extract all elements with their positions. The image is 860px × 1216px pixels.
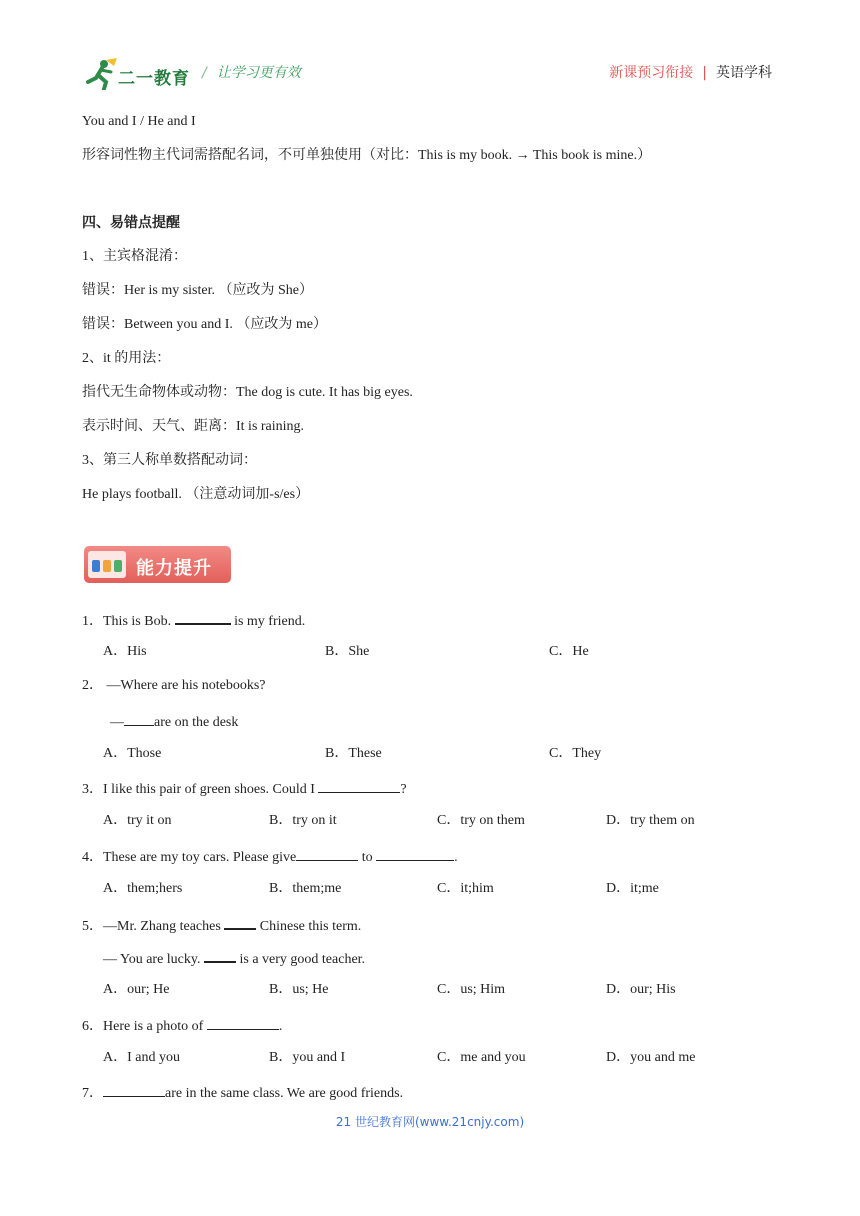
runner-icon <box>84 58 118 90</box>
question-number: 7． <box>82 1086 103 1101</box>
answer-blank[interactable] <box>376 846 454 861</box>
option-b[interactable]: B．She <box>325 644 370 659</box>
option-a[interactable]: A．Those <box>103 746 162 761</box>
subject-label: 英语学科 <box>716 65 772 81</box>
section-item: 3、第三人称单数搭配动词： <box>82 453 257 468</box>
question-text: ? <box>400 782 407 797</box>
answer-blank[interactable] <box>103 1082 165 1097</box>
option-d[interactable]: D．it;me <box>606 881 659 896</box>
question-text: . <box>454 850 458 865</box>
question-number: 3． <box>82 782 103 797</box>
question-text: This is Bob. <box>103 614 175 629</box>
question-text: — You are lucky. <box>103 952 204 967</box>
question-text: . <box>278 1019 283 1034</box>
section-item: 错误：Between you and I. （应改为 me） <box>82 317 327 332</box>
section-item: 1、主宾格混淆： <box>82 249 187 264</box>
answer-blank[interactable] <box>296 846 358 861</box>
answer-blank[interactable] <box>124 711 154 726</box>
question-number: 4． <box>82 850 103 865</box>
question-text: are in the same class. We are good friends. <box>165 1086 404 1101</box>
question-1 <box>82 609 305 631</box>
question-number: 2． <box>82 678 103 693</box>
question-3 <box>82 778 407 799</box>
question-text: — <box>110 715 124 730</box>
option-b[interactable]: B．try on it <box>269 813 337 828</box>
option-d[interactable]: D．try them on <box>606 813 695 828</box>
question-text: These are my toy cars. Please give <box>103 850 297 865</box>
option-b[interactable]: B．them;me <box>269 881 342 896</box>
option-a[interactable]: A．them;hers <box>103 881 183 896</box>
answer-blank[interactable] <box>175 609 231 625</box>
question-text: are on the desk <box>154 715 239 730</box>
question-text: to <box>358 850 377 865</box>
section-item: 表示时间、天气、距离：It is raining. <box>82 419 305 434</box>
option-a[interactable]: A．His <box>103 644 147 659</box>
section-item: 错误：Her is my sister. （应改为 She） <box>82 283 313 298</box>
logo-text: 二一教育 <box>118 69 190 89</box>
option-a[interactable]: A．our; He <box>103 982 170 997</box>
question-text: Chinese this term. <box>256 919 362 934</box>
option-c[interactable]: C．it;him <box>437 881 494 896</box>
header-separator: | <box>702 65 707 81</box>
course-label: 新课预习衔接 <box>609 65 694 81</box>
option-a[interactable]: A．try it on <box>103 813 172 828</box>
option-c[interactable]: C．He <box>549 644 589 659</box>
answer-blank[interactable] <box>224 914 256 930</box>
question-number: 6． <box>82 1019 103 1034</box>
classroom-icon <box>88 551 126 578</box>
question-5-response <box>103 947 365 969</box>
slogan-text: 让学习更有效 <box>216 65 301 81</box>
question-text: —Mr. Zhang teaches <box>103 919 225 934</box>
question-number: 1． <box>82 614 103 629</box>
slogan <box>202 62 301 82</box>
question-4 <box>82 846 458 867</box>
option-c[interactable]: C．They <box>549 746 602 761</box>
section-item: 2、it 的用法： <box>82 351 171 366</box>
question-text: Here is a photo of <box>103 1019 207 1034</box>
site-logo <box>84 58 194 90</box>
option-c[interactable]: C．try on them <box>437 813 525 828</box>
note-line: You and I / He and I <box>82 114 196 129</box>
question-7 <box>82 1082 403 1103</box>
section-item: He plays football. （注意动词加-s/es） <box>82 487 310 502</box>
ability-banner <box>84 546 231 583</box>
header-subject <box>609 62 772 82</box>
option-c[interactable]: C．me and you <box>437 1050 526 1065</box>
question-2-response <box>110 711 238 732</box>
question-2 <box>82 677 266 695</box>
question-5 <box>82 914 361 936</box>
option-b[interactable]: B．These <box>325 746 382 761</box>
slogan-slash: / <box>202 65 207 81</box>
option-b[interactable]: B．us; He <box>269 982 329 997</box>
question-text: I like this pair of green shoes. Could I <box>103 782 319 797</box>
answer-blank[interactable] <box>207 1015 279 1030</box>
option-d[interactable]: D．our; His <box>606 982 676 997</box>
banner-label: 能力提升 <box>136 558 212 579</box>
question-text: is my friend. <box>230 614 306 629</box>
question-6 <box>82 1015 282 1036</box>
section-item: 指代无生命物体或动物：The dog is cute. It has big eyes. <box>82 385 413 400</box>
question-number: 5． <box>82 919 103 934</box>
footer-link[interactable]: 21 世纪教育网(www.21cnjy.com) <box>335 1115 525 1129</box>
option-b[interactable]: B．you and I <box>269 1050 346 1065</box>
question-text: —Where are his notebooks? <box>103 678 266 693</box>
section-heading: 四、易错点提醒 <box>82 215 180 231</box>
question-text: is a very good teacher. <box>235 952 366 967</box>
option-a[interactable]: A．I and you <box>103 1050 180 1065</box>
answer-blank[interactable] <box>204 947 236 963</box>
option-d[interactable]: D．you and me <box>606 1050 696 1065</box>
note-line: 形容词性物主代词需搭配名词，不可单独使用（对比：This is my book. → This book is mine.） <box>82 148 652 163</box>
answer-blank[interactable] <box>318 778 400 793</box>
option-c[interactable]: C．us; Him <box>437 982 506 997</box>
